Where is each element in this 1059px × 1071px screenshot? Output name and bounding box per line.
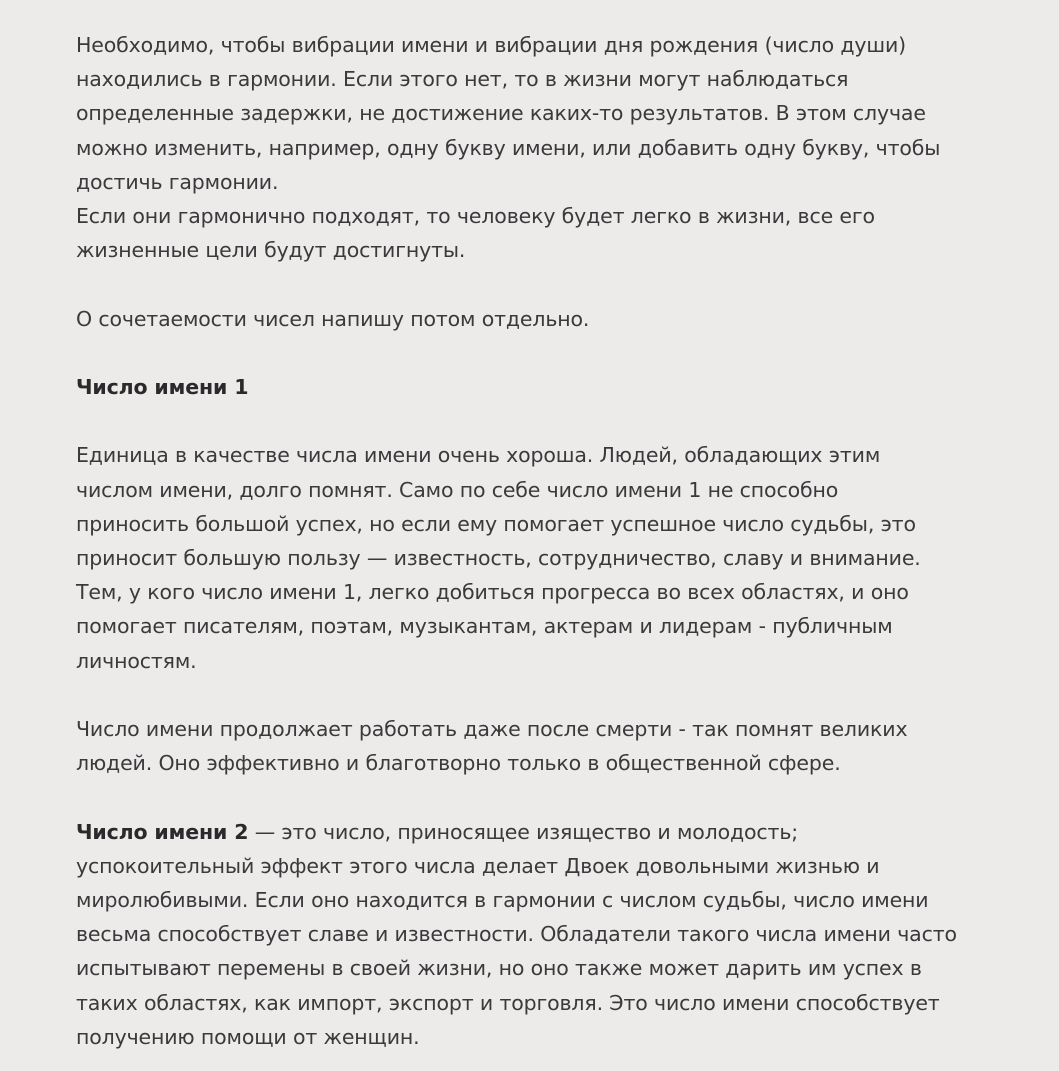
section-1-paragraph-2	[76, 712, 1019, 780]
section-1-paragraph-1	[76, 438, 1019, 677]
text-line: жизненные цели будут достигнуты.	[76, 238, 466, 263]
text-line: приносит большую пользу — известность, сотрудничество, славу и внимание.	[76, 546, 921, 570]
text-line: Единица в качестве числа имени очень хороша. Людей, обладающих этим	[76, 443, 881, 468]
text-line: Необходимо, чтобы вибрации имени и вибрации дня рождения (число души)	[76, 33, 907, 57]
text-line: испытывают перемены в своей жизни, но оно также может дарить им успех в	[76, 956, 922, 981]
text-line-lead	[76, 815, 1019, 849]
text-line: приносить большой успех, но если ему помогает успешное число судьбы, это	[76, 511, 916, 536]
paragraph-gap	[76, 780, 1019, 814]
text-line: весьма способствует славе и известности. Обладатели такого числа имени часто	[76, 922, 957, 947]
lead-text: — это число, приносящее изящество и молодость;	[248, 819, 799, 844]
text-line: О сочетаемости чисел напишу потом отдельно.	[76, 306, 590, 331]
text-line: людей. Оно эффективно и благотворно только в общественной сфере.	[76, 751, 841, 776]
text-line: помогает писателям, поэтам, музыкантам, актерам и лидерам - публичным	[76, 614, 893, 639]
text-line: Тем, у кого число имени 1, легко добиться прогресса во всех областях, и оно	[76, 580, 909, 605]
section-heading: Число имени 2	[76, 819, 249, 844]
text-line: можно изменить, например, одну букву имени, или добавить одну букву, чтобы	[76, 135, 941, 160]
text-line: Если они гармонично подходят, то человеку будет легко в жизни, все его	[76, 204, 875, 229]
text-line: успокоительный эффект этого числа делает Двоек довольными жизнью и	[76, 853, 880, 878]
paragraph-gap	[76, 267, 1019, 301]
intro-paragraph	[76, 28, 1019, 267]
text-line: Число имени продолжает работать даже после смерти - так помнят великих	[76, 717, 908, 741]
text-line: находились в гармонии. Если этого нет, то в жизни могут наблюдаться	[76, 67, 849, 92]
note-paragraph	[76, 302, 1019, 336]
text-line: таких областях, как импорт, экспорт и торговля. Это число имени способствует	[76, 990, 940, 1015]
text-line: личностям.	[76, 648, 197, 673]
text-line: определенные задержки, не достижение каких-то результатов. В этом случае	[76, 101, 926, 126]
paragraph-gap	[76, 678, 1019, 712]
paragraph-gap	[76, 404, 1019, 438]
text-line: миролюбивыми. Если оно находится в гармонии с числом судьбы, число имени	[76, 888, 929, 912]
text-line: числом имени, долго помнят. Само по себе число имени 1 не способно	[76, 477, 839, 502]
section-2-paragraph	[76, 815, 1019, 1054]
section-heading: Число имени 1	[76, 375, 249, 399]
text-line: достичь гармонии.	[76, 169, 279, 194]
paragraph-gap	[76, 336, 1019, 370]
section-1-heading-block	[76, 370, 1019, 404]
text-line: получению помощи от женщин.	[76, 1024, 420, 1049]
